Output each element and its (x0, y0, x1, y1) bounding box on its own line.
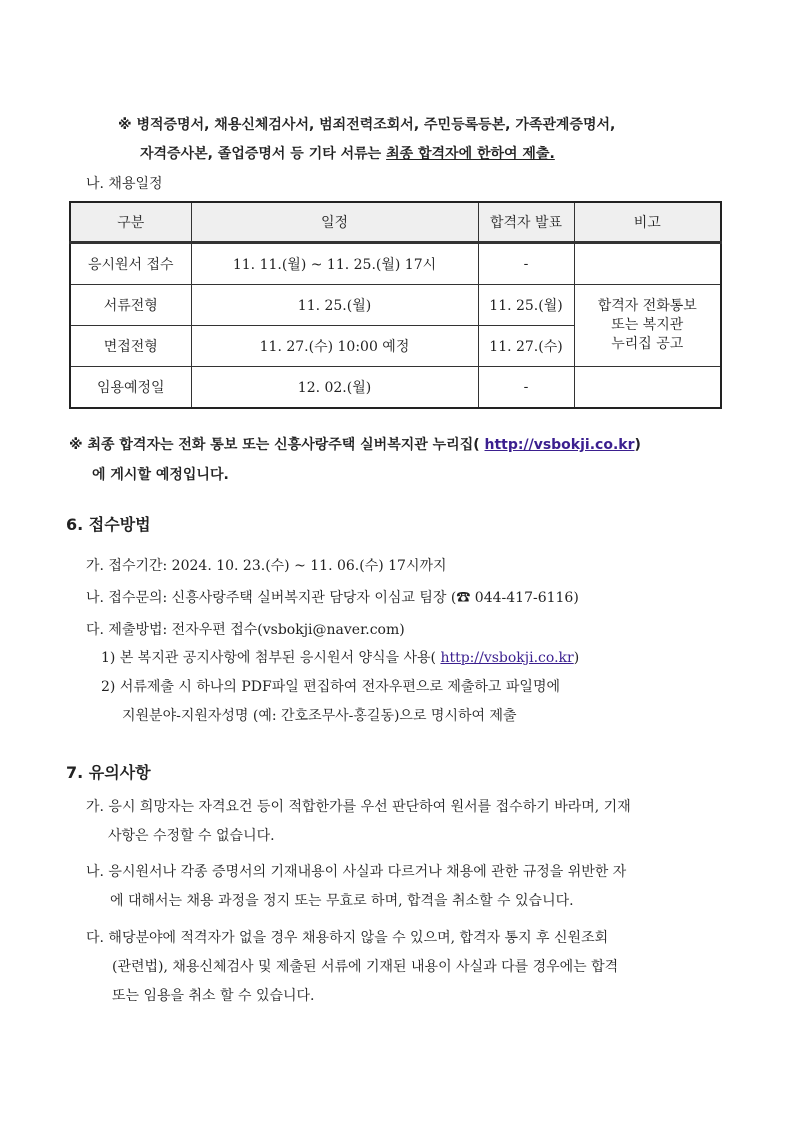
note-cell-empty (574, 367, 721, 409)
document-notice-line1: ※ 병적증명서, 채용신체검사서, 범죄전력조회서, 주민등록등본, 가족관계증명서, (118, 117, 616, 133)
announce-cell: - (478, 243, 574, 285)
final-notice-text: ※ 최종 합격자는 전화 통보 또는 신흥사랑주택 실버복지관 누리집( (69, 437, 485, 453)
note-cell-empty (574, 243, 721, 285)
caution-na-line2: 에 대해서는 채용 과정을 정지 또는 무효로 하며, 합격을 취소할 수 있습니다. (110, 893, 574, 909)
date-cell: 11. 25.(월) (191, 285, 478, 326)
inquiry-label: 나. 접수문의: 신흥사랑주택 실버복지관 담당자 이심교 팀장 ( (86, 590, 457, 606)
homepage-link[interactable]: http://vsbokji.co.kr (484, 437, 635, 453)
item1-suffix: ) (573, 650, 580, 666)
announce-cell: - (478, 367, 574, 409)
note-cell (574, 285, 721, 367)
caution-da-line3: 또는 임용을 취소 할 수 있습니다. (112, 988, 315, 1004)
caution-da-line2: (관련법), 채용신체검사 및 제출된 서류에 기재된 내용이 사실과 다를 경우에는 합격 (112, 959, 619, 975)
caution-ga-line1: 가. 응시 희망자는 자격요건 등이 적합한가를 우선 판단하여 원서를 접수하기 바라며, 기재 (86, 799, 631, 815)
note-line: 합격자 전화통보 (597, 298, 697, 314)
final-notice-suffix: ) (634, 437, 641, 453)
final-notice-line2: 에 게시할 예정입니다. (92, 467, 229, 483)
document-notice-line2 (140, 143, 555, 163)
announce-cell: 11. 27.(수) (478, 326, 574, 367)
caution-na-line1: 나. 응시원서나 각종 증명서의 기재내용이 사실과 다르거나 채용에 관한 규정을 위반한 자 (86, 864, 627, 880)
date-cell: 11. 11.(월) ~ 11. 25.(월) 17시 (191, 243, 478, 285)
stage-cell: 응시원서 접수 (70, 243, 191, 285)
inquiry-text (86, 587, 579, 607)
notice-underlined-text: 최종 합격자에 한하여 제출. (386, 146, 555, 162)
column-header: 비고 (574, 202, 721, 243)
column-header: 구분 (70, 202, 191, 243)
table-row (70, 285, 721, 326)
table-row (70, 367, 721, 409)
item1-text: 1) 본 복지관 공지사항에 첨부된 응시원서 양식을 사용( (101, 650, 441, 666)
phone-icon: ☎ (456, 590, 471, 606)
table-row (70, 243, 721, 285)
column-header: 일정 (191, 202, 478, 243)
stage-cell: 임용예정일 (70, 367, 191, 409)
homepage-link[interactable]: http://vsbokji.co.kr (440, 650, 574, 666)
notice-text: 자격증사본, 졸업증명서 등 기타 서류는 (140, 146, 387, 162)
section-6-title: 6. 접수방법 (66, 515, 151, 534)
stage-cell: 서류전형 (70, 285, 191, 326)
method-item-2-line1: 2) 서류제출 시 하나의 PDF파일 편집하여 전자우편으로 제출하고 파일명에 (101, 679, 560, 695)
period-text: 가. 접수기간: 2024. 10. 23.(수) ~ 11. 06.(수) 17시까지 (86, 558, 447, 574)
schedule-table (69, 201, 722, 409)
caution-ga-line2: 사항은 수정할 수 없습니다. (108, 828, 275, 844)
caution-da-line1: 다. 해당분야에 적격자가 없을 경우 채용하지 않을 수 있으며, 합격자 통지 후 신원조회 (86, 930, 609, 946)
date-cell: 11. 27.(수) 10:00 예정 (191, 326, 478, 367)
stage-cell: 면접전형 (70, 326, 191, 367)
method-text: 다. 제출방법: 전자우편 접수(vsbokji@naver.com) (86, 622, 405, 638)
method-item-2-line2: 지원분야-지원자성명 (예: 간호조무사-홍길동)으로 명시하여 제출 (122, 708, 517, 724)
column-header: 합격자 발표 (478, 202, 574, 243)
method-item-1 (101, 647, 579, 667)
note-line: 누리집 공고 (611, 336, 684, 352)
date-cell: 12. 02.(월) (191, 367, 478, 409)
table-header-row (70, 202, 721, 243)
inquiry-phone: 044-417-6116) (470, 590, 579, 606)
final-notice-line1 (69, 434, 641, 454)
schedule-heading: 나. 채용일정 (86, 176, 163, 192)
announce-cell: 11. 25.(월) (478, 285, 574, 326)
note-line: 또는 복지관 (611, 317, 684, 333)
section-7-title: 7. 유의사항 (66, 763, 151, 782)
